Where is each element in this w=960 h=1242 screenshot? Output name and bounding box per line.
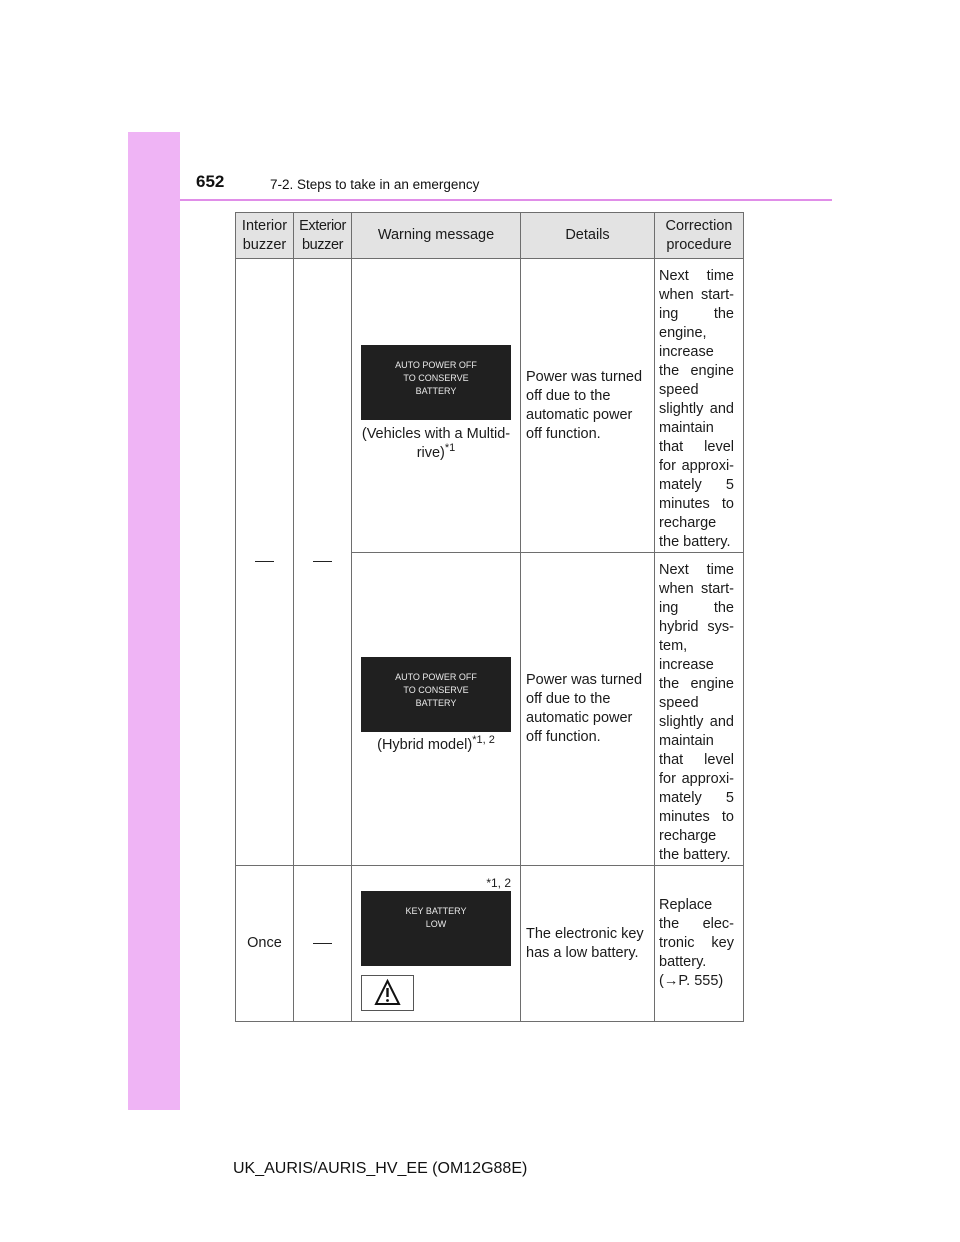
correction-line: increase [659, 344, 714, 360]
display-line: AUTO POWER OFF [395, 360, 477, 370]
footnote-mark: *1 [444, 442, 456, 454]
correction-line: that level [659, 752, 734, 768]
interior-buzzer-cell: Once [236, 866, 294, 1022]
correction-line: when start- [659, 287, 734, 303]
footnote-mark: *1, 2 [486, 876, 511, 890]
correction-line: minutes to [659, 809, 734, 825]
header-exterior-line-1: Exterior [299, 217, 346, 234]
correction-line: the engine [659, 363, 734, 379]
correction-line: minutes to [659, 496, 734, 512]
correction-cell [655, 553, 744, 866]
warning-message-table [235, 212, 744, 1022]
table-row [236, 259, 744, 553]
details-line: Power was turned [526, 672, 643, 688]
display-line: TO CONSERVE [403, 373, 469, 383]
correction-cell [655, 259, 744, 553]
correction-line: for approxi- [659, 771, 734, 787]
details-line: off due to the [526, 387, 611, 404]
vehicle-caption [352, 736, 520, 755]
dash-mark [313, 561, 332, 562]
correction-line: mately 5 [659, 477, 734, 493]
section-title: 7-2. Steps to take in an emergency [270, 177, 480, 192]
master-warning-box [361, 975, 414, 1011]
correction-line: maintain [659, 733, 714, 749]
correction-line: the battery. [659, 534, 731, 550]
header-interior-line-2: buzzer [242, 236, 287, 253]
header-correction-line-2: procedure [666, 236, 732, 253]
table-header-row [236, 213, 744, 259]
correction-line: that level [659, 439, 734, 455]
display-line: BATTERY [415, 698, 457, 708]
correction-line: maintain [659, 420, 714, 436]
details-line: has a low battery. [526, 944, 639, 961]
correction-line: tem, [659, 638, 688, 654]
footnote-mark: *1, 2 [472, 734, 495, 746]
details-line: off due to the [526, 691, 611, 707]
page-number: 652 [196, 172, 225, 191]
header-exterior-line-2: buzzer [301, 236, 344, 253]
header-correction-line-1: Correction [665, 217, 733, 234]
table-row [236, 866, 744, 1022]
caption-line: (Vehicles with a Multid- [361, 426, 511, 442]
correction-text [659, 267, 734, 552]
correction-line: Next time [659, 562, 734, 578]
correction-line: the engine [659, 676, 734, 692]
header-exterior-buzzer [294, 213, 352, 259]
correction-line: engine, [659, 325, 707, 341]
details-line: off function. [526, 425, 601, 442]
caption-text: rive) [416, 445, 445, 461]
display-line: KEY BATTERY [405, 906, 467, 916]
details-line: automatic power [526, 710, 633, 726]
correction-line: speed [659, 695, 699, 711]
multi-info-display [361, 345, 511, 420]
correction-line: hybrid sys- [659, 619, 734, 635]
details-cell [521, 866, 655, 1022]
correction-line: the battery. [659, 847, 731, 863]
display-line: BATTERY [415, 386, 457, 396]
details-line: The electronic key [526, 925, 644, 942]
correction-line: when start- [659, 581, 734, 597]
details-cell [521, 259, 655, 553]
correction-line: ing the [659, 306, 734, 322]
header-rule [180, 199, 832, 201]
correction-text [659, 896, 734, 972]
correction-line: battery. [659, 954, 707, 970]
dash-mark [313, 943, 332, 944]
correction-line: slightly and [659, 714, 734, 730]
correction-line: the elec- [659, 916, 734, 932]
correction-line: mately 5 [659, 790, 734, 806]
display-line: LOW [425, 919, 447, 929]
details-line: automatic power [526, 406, 633, 423]
correction-line: Replace [659, 897, 713, 913]
correction-line: Next time [659, 268, 734, 284]
correction-line: recharge [659, 828, 717, 844]
dash-mark [255, 561, 274, 562]
multi-info-display [361, 657, 511, 732]
warning-message-cell [352, 866, 521, 1022]
correction-line: for approxi- [659, 458, 734, 474]
display-line: AUTO POWER OFF [395, 672, 477, 682]
display-line: TO CONSERVE [403, 685, 469, 695]
exterior-buzzer-cell [294, 866, 352, 1022]
correction-line: recharge [659, 515, 717, 531]
header-correction-procedure [655, 213, 744, 259]
page-reference: (→P. 555) [659, 973, 724, 989]
correction-line: increase [659, 657, 714, 673]
correction-text [659, 561, 734, 865]
warning-message-cell [352, 553, 521, 866]
correction-line: speed [659, 382, 699, 398]
vehicle-caption [352, 425, 520, 463]
header-interior-line-1: Interior [241, 217, 288, 234]
warning-triangle-icon [362, 976, 413, 1010]
caption-line [352, 444, 520, 463]
correction-cell [655, 866, 744, 1022]
multi-info-display [361, 891, 511, 966]
details-line: Power was turned [526, 368, 643, 385]
header-warning-message: Warning message [352, 213, 521, 259]
details-cell [521, 553, 655, 866]
footer-model-code: UK_AURIS/AURIS_HV_EE (OM12G88E) [233, 1160, 528, 1177]
header-interior-buzzer [236, 213, 294, 259]
exterior-buzzer-cell [294, 259, 352, 866]
interior-buzzer-cell [236, 259, 294, 866]
correction-line: ing the [659, 600, 734, 616]
warning-message-cell [352, 259, 521, 553]
caption-text: (Hybrid model) [377, 737, 473, 753]
correction-line: tronic key [659, 935, 734, 951]
details-line: off function. [526, 729, 601, 745]
chapter-side-tab [128, 132, 180, 1110]
correction-line: slightly and [659, 401, 734, 417]
header-details: Details [521, 213, 655, 259]
